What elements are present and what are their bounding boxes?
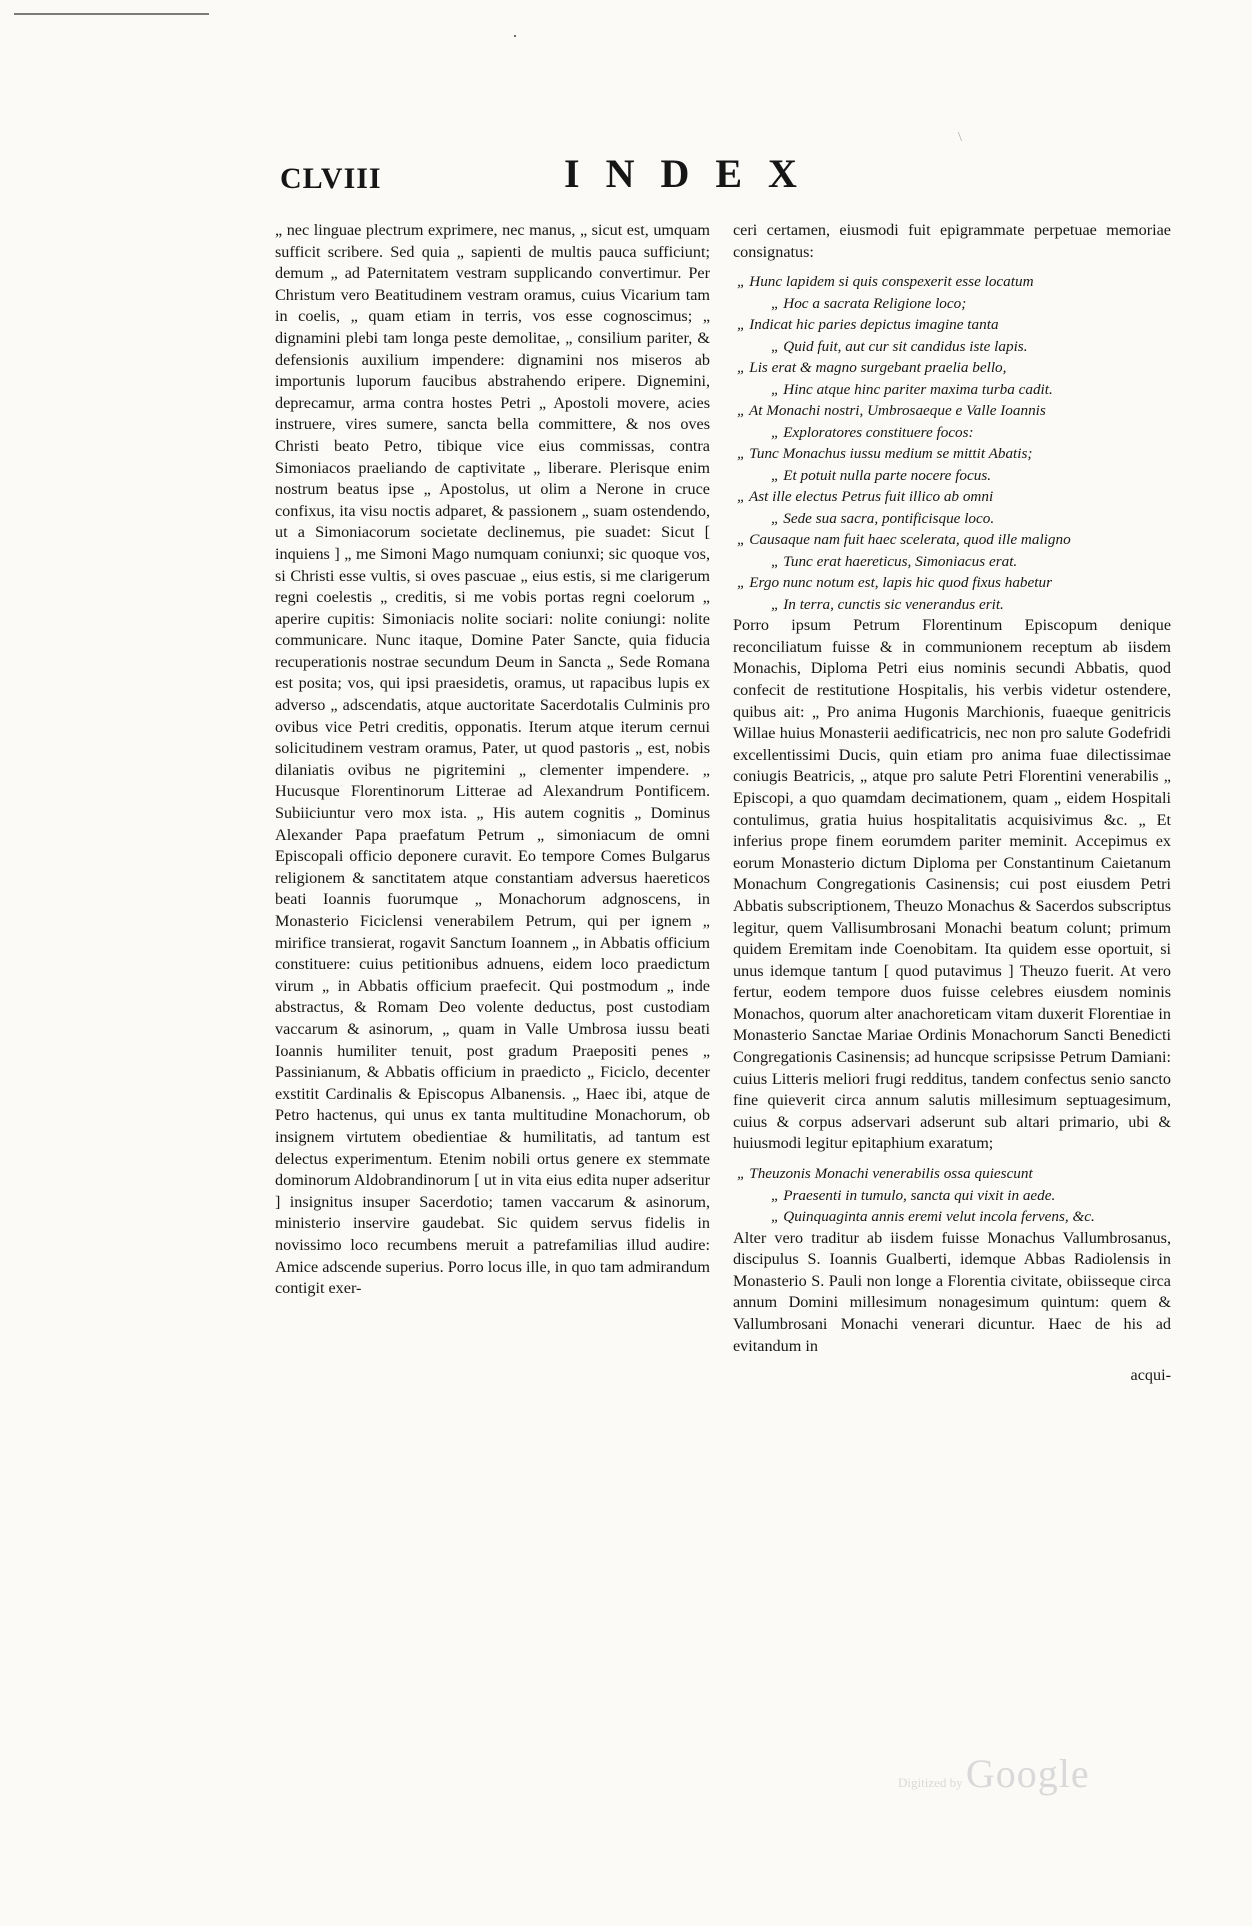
epigram-line: „ Ast ille electus Petrus fuit illico ab omni [737, 488, 994, 506]
epigram-line: „ Tunc erat haereticus, Simoniacus erat. [771, 552, 1018, 570]
watermark-prefix: Digitized by [898, 1775, 963, 1790]
page-mark: · [512, 26, 518, 46]
epigram-line: „ Hinc atque hinc pariter maxima turba cadit. [771, 380, 1053, 398]
epigram-line: „ Causaque nam fuit haec scelerata, quod ille maligno [737, 531, 1071, 549]
margin-mark: \ [958, 130, 962, 145]
top-rule [14, 13, 209, 15]
catchword: acqui- [1130, 1366, 1171, 1385]
page-number: CLVIII [280, 162, 382, 195]
epitaph [733, 1163, 1171, 1228]
epigram-line: „ Hoc a sacrata Religione loco; [771, 294, 967, 312]
epigram-line: „ In terra, cunctis sic venerandus erit. [771, 595, 1004, 613]
epitaph-line: „ Praesenti in tumulo, sancta qui vixit in aede. [771, 1186, 1056, 1204]
epigram-line: „ Sede sua sacra, pontificisque loco. [771, 509, 995, 527]
epigram [733, 271, 1171, 615]
right-column-body: Porro ipsum Petrum Florentinum Episcopum denique reconciliatum fuisse & in communionem receptum ab iisdem Monachis, Diploma Petri eius nominis secundi Abbatis, quod confecit de restitutione Hospitalis, his verbis videtur ostendere, quibus ait: „ Pro anima Hugonis Marchionis, fuaeque genitricis Willae huius Monasterii aedificatricis, nec non pro salute Godefridi excellentissimi Ducis, quin etiam pro anima fuae dilectissimae coniugis Beatricis, „ atque pro salute Petri Florentini venerabilis „ Episcopi, a quo quamdam decimationem, quam „ eidem Hospitali contulimus, gratia huius hospitalitatis acquisivimus &c. „ Et inferius prope finem eorumdem pariter meminit. Accepimus ex eorum Monasterio dictum Diploma per Constantinum Caietanum Monachum Congregationis Casinensis; cui post eiusdem Petri Abbatis subscriptionem, Theuzo Monachus & Sacerdos subscriptus legitur, quem Vallisumbrosani Monachi beatum colunt; primum quidem Eremitam inde Coenobitam. Ita quidem esse oportuit, si unus idemque tantum [ quod putavimus ] Theuzo fuerit. At vero fertur, eodem tempore duos fuisse celebres eiusdem nominis Monachos, quorum alter anachoreticam vitam duxerit Florentiae in Monasterio Sanctae Mariae Ordinis Monachorum Sancti Benedicti Congregationis Casinensis; ad huncque scripsisse Petrum Damiani: cuius Litteris meliori frugi redditus, tandem confectus senio sancto fine quieverit circa annum salutis millesimum septuagesimum, cuius & corpus adservari adserunt sub altari primario, ubi & huiusmodi legitur epitaphium exaratum; [733, 616, 1171, 1153]
epigram-line: „ At Monachi nostri, Umbrosaeque e Valle Ioannis [737, 402, 1046, 420]
epigram-line: „ Et potuit nulla parte nocere focus. [771, 466, 992, 484]
page-title: INDEX [564, 151, 823, 196]
epitaph-line: „ Theuzonis Monachi venerabilis ossa quiescunt [737, 1165, 1033, 1183]
epigram-line: „ Ergo nunc notum est, lapis hic quod fixus habetur [737, 574, 1052, 592]
epigram-line: „ Indicat hic paries depictus imagine tanta [737, 316, 999, 334]
left-column [275, 220, 710, 1308]
digitized-watermark [898, 1750, 1090, 1797]
epigram-line: „ Lis erat & magno surgebant praelia bello, [737, 359, 1007, 377]
right-column-end: Alter vero traditur ab iisdem fuisse Monachus Vallumbrosanus, discipulus S. Ioannis Gualberti, idemque Abbas Radiolensis in Monasterio S. Pauli non longe a Florentia civitate, obiisseque circa annum Domini millesimum nonagesimum quintum: quem & Vallumbrosani Monachi venerari dicuntur. Haec de his ad evitandum in [733, 1228, 1171, 1355]
right-column [733, 220, 1171, 1387]
watermark-brand: Google [965, 1751, 1090, 1796]
epitaph-line: „ Quinquaginta annis eremi velut incola fervens, &c. [771, 1208, 1095, 1226]
right-column-intro: ceri certamen, eiusmodi fuit epigrammate perpetuae memoriae consignatus: [733, 221, 1171, 261]
epigram-line: „ Exploratores constituere focos: [771, 423, 974, 441]
epigram-line: „ Quid fuit, aut cur sit candidus iste lapis. [771, 337, 1028, 355]
left-column-text: „ nec linguae plectrum exprimere, nec manus, „ sicut est, umquam sufficit scribere. Sed quia „ sapienti de multis pauca sufficiunt; demum „ ad Paternitatem vestram supplicando convertimur. Per Christum vero Beatitudinem vestram oramus, cuius Vicarium tam in coelis, „ quam etiam in terris, vos esse cognoscimus; „ dignamini plebi tam longa peste demolitae, „ consilium pariter, & defensionis auxilium impendere: dignamini nos miseros ab importunis luporum faucibus abstrahendo eripere. Dignemini, deprecamur, arma contra hostes Petri „ Apostoli movere, acies instruere, vires sumere, sancta bella committere, & nos oves Christi beato Petro, tibique vice eius commissas, contra Simoniacos praeliando de captivitate „ liberare. Plerisque enim nostrum beatus ipse „ Apostolus, ut olim a Nerone in cruce confixus, ita visu noctis adparet, & passionem „ suam ostendendo, ut a Simoniacorum societate declinemus, pie suadet: Sicut [ inquiens ] „ me Simoni Mago numquam coniunxi; sic quoque vos, si Christi esse vultis, si oves pascuae „ eius estis, si me clarigerum regni coelestis „ creditis, si me vobis portas regni coelorum „ aperire cupitis: Simoniacis nolite sociari: nolite coniungi: nolite communicare. Nunc itaque, Domine Pater Sancte, quia fiducia recuperationis nostrae secundum Deum in Sancta „ Sede Romana est posita; vos, qui ipsi praesidetis, oramus, ut rapacibus lupis ex adverso „ adscendatis, atque auctoritate Sacerdotalis Culminis pro ovibus vice Petri creditis, opponatis. Iterum atque iterum cernui solicitudinem vestram oramus, Pater, ut quod pastoris „ est, nobis dilaniatis ovibus ne pigritemini „ clementer impendere. „ Hucusque Florentinorum Litterae ad Alexandrum Pontificem. Subiiciuntur vero mox ista. „ His autem cognitis „ Dominus Alexander Papa praefatum Petrum „ simoniacum de omni Episcopali officio deponere curavit. Eo tempore Comes Bulgarus religionem & sanctitatem atque constantiam adversus haereticos beati Ioannis fuorumque „ Monachorum adgnoscens, in Monasterio Ficiclensi venerabilem Petrum, qui per ignem „ mirifice transierat, rogavit Sanctum Ioannem „ in Abbatis officium constituere: cuius petitionibus adnuens, eidem loco praedictum virum „ in Abbatis officium praefecit. Qui postmodum „ inde abstractus, & Romam Deo volente deductus, post custodiam vaccarum & asinorum, „ quam in Valle Umbrosa iussu beati Ioannis humiliter tenuit, post gradum Praepositi penes „ Passinianum, & Abbatis officium in praedicto „ Ficiclo, decenter exstitit Cardinalis & Episcopus Albanensis. „ Haec ibi, atque de Petro hactenus, qui unus ex tanta multitudine Monachorum, ob insignem virtutem obedientiae & humilitatis, ad tantum est delectus experimentum. Etenim nobili ortus genere ex stemmate dominorum Aldobrandinorum [ ut in vita eius edita nuper adseritur ] insignitus insuper Sacerdotio; tamen vaccarum & asinorum, ministerio inservire gaudebat. Sic quidem servus fidelis in novissimo loco recumbens meruit a patrefamilias illud audire: Amice adscende superius. Porro locus ille, in quo tam admirandum contigit exer- [275, 221, 710, 1298]
page-header [280, 150, 1180, 210]
epigram-line: „ Tunc Monachus iussu medium se mittit Abatis; [737, 445, 1033, 463]
epigram-line: „ Hunc lapidem si quis conspexerit esse locatum [737, 273, 1034, 291]
